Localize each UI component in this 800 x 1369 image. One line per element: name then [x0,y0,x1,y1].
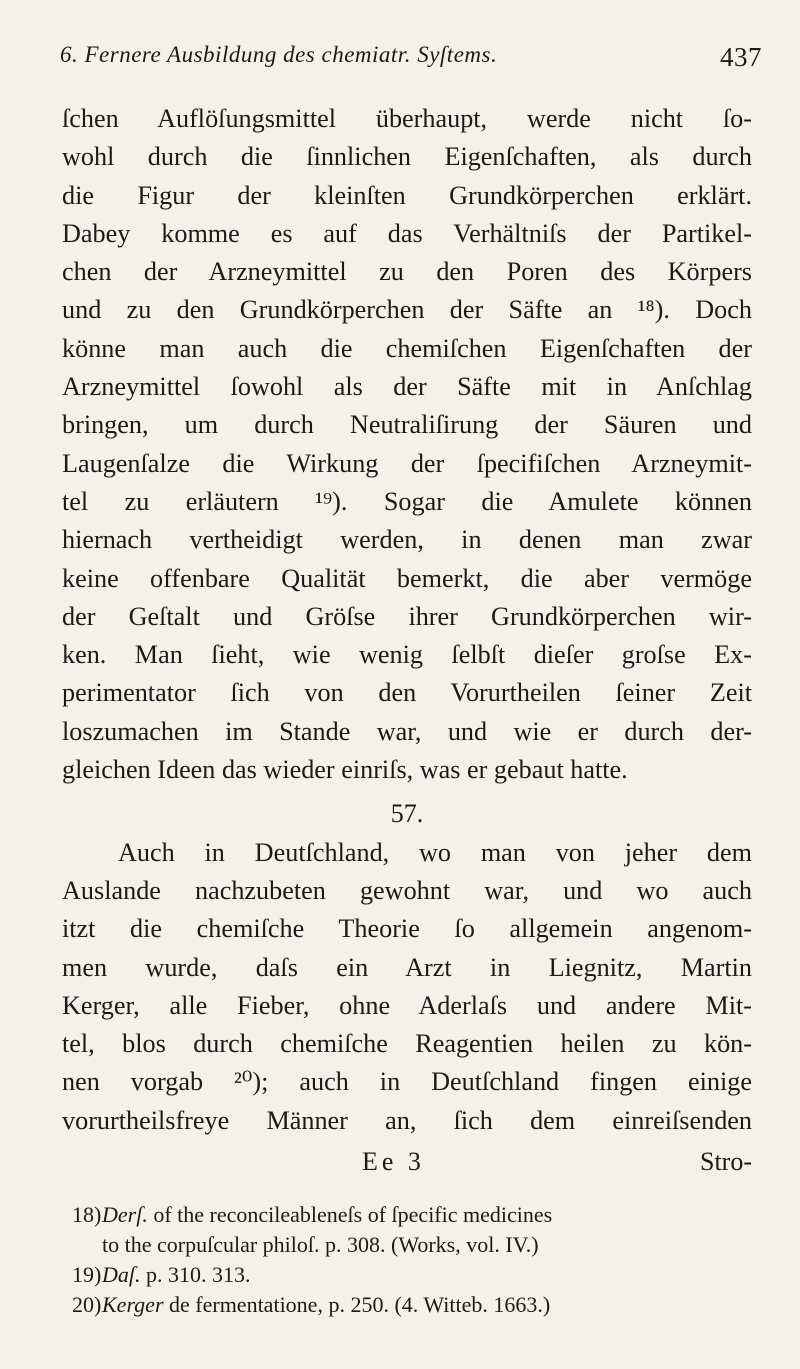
text-line: men wurde, daſs ein Arzt in Liegnitz, Martin [62,952,752,982]
page-signature [62,1147,752,1183]
text-line: tel, blos durch chemiſche Reagentien heilen zu kön- [62,1029,752,1059]
signature-mark: Ee 3 [362,1147,425,1176]
footnote-text: to the corpuſcular philoſ. p. 308. (Works, vol. IV.) [102,1232,539,1257]
text-line: und zu den Grundkörperchen der Säfte an ¹⁸). Doch [62,295,752,325]
text-line: vorurtheilsfreye Männer an, ſich dem einreiſsenden [62,1105,752,1135]
footnote-author: Kerger [102,1292,164,1317]
footnote-author: Derſ. [102,1202,148,1227]
text-line: Auslande nachzubeten gewohnt war, und wo auch [62,875,752,905]
text-line: der Geſtalt und Gröſse ihrer Grundkörperchen wir- [62,601,752,631]
footnote [72,1200,752,1230]
text-line: Arzneymittel ſowohl als der Säfte mit in Anſchlag [62,372,752,402]
text-line: itzt die chemiſche Theorie ſo allgemein angenom- [62,914,752,944]
text-line: gleichen Ideen das wieder einriſs, was er gebaut hatte. [62,755,628,785]
text-line: wohl durch die ſinnlichen Eigenſchaften, als durch [62,142,752,172]
footnote-text: p. 310. 313. [140,1262,251,1287]
footnote [72,1290,752,1320]
text-line: nen vorgab ²⁰); auch in Deutſchland fingen einige [62,1067,752,1097]
main-text [62,100,752,1140]
page-number: 437 [720,42,762,72]
text-line: bringen, um durch Neutraliſirung der Säuren und [62,410,752,440]
text-line: könne man auch die chemiſchen Eigenſchaften der [62,333,752,363]
footnote [72,1230,752,1260]
text-line: tel zu erläutern ¹⁹). Sogar die Amulete können [62,486,752,516]
footnote-author: Daſ. [102,1262,141,1287]
text-line: chen der Arzneymittel zu den Poren des Körpers [62,257,752,287]
footnote-number: 19) [72,1262,102,1287]
footnotes [72,1200,752,1320]
section-number: 57. [390,799,424,829]
footnote-text: de fermentatione, p. 250. (4. Witteb. 1663.) [163,1292,551,1317]
text-line: Dabey komme es auf das Verhältniſs der Partikel- [62,218,752,248]
text-line: keine offenbare Qualität bemerkt, die aber vermöge [62,563,752,593]
text-line: hiernach vertheidigt werden, in denen man zwar [62,525,752,555]
text-line: loszumachen im Stande war, und wie er durch der- [62,716,752,746]
footnote-number: 20) [72,1292,102,1317]
text-line: ken. Man ſieht, wie wenig ſelbſt dieſer groſse Ex- [62,640,752,670]
text-line: perimentator ſich von den Vorurtheilen ſeiner Zeit [62,678,752,708]
text-line: ſchen Auflöſungsmittel überhaupt, werde nicht ſo- [62,104,752,133]
text-line: Kerger, alle Fieber, ohne Aderlaſs und andere Mit- [62,990,752,1020]
footnote [72,1260,752,1290]
footnote-number: 18) [72,1202,102,1227]
text-line: Auch in Deutſchland, wo man von jeher dem [118,837,752,867]
text-line: die Figur der kleinſten Grundkörperchen erklärt. [62,180,752,210]
catchword: Stro- [700,1147,752,1176]
text-line: Laugenſalze die Wirkung der ſpecifiſchen Arzneymit- [62,448,752,478]
footnote-text: of the reconcileableneſs of ſpecific medicines [147,1202,553,1227]
page-header [60,42,762,84]
running-title: 6. Fernere Ausbildung des chemiatr. Syſtems. [60,42,498,67]
